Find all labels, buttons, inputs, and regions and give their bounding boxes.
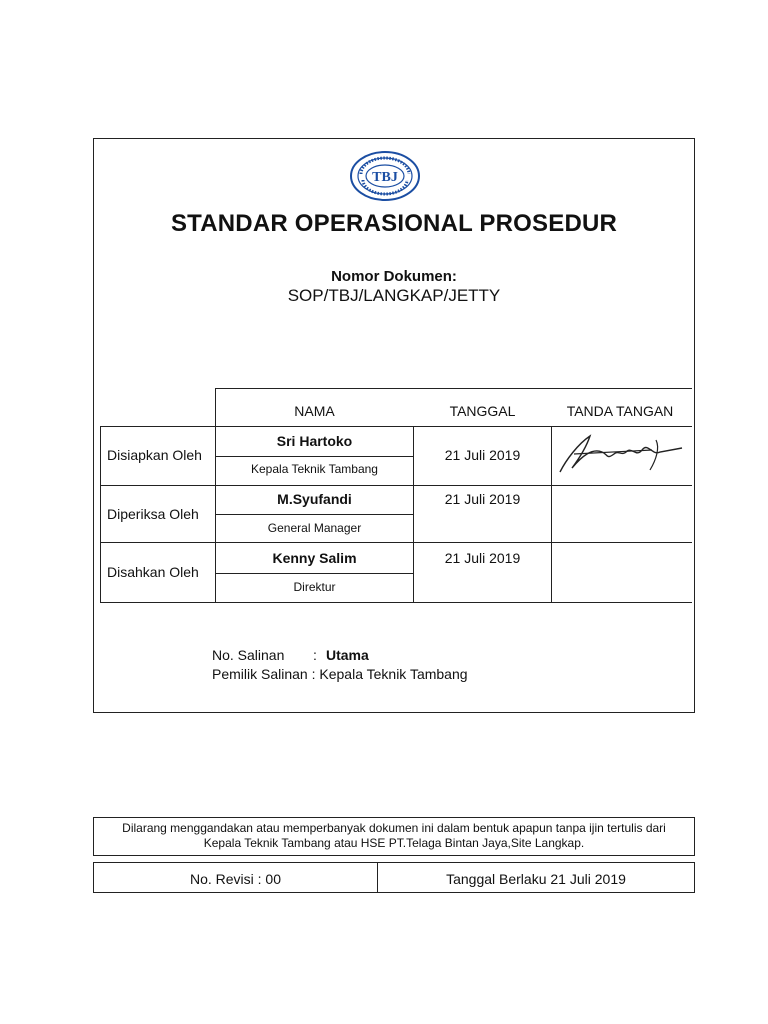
row-name: Sri Hartoko [276, 433, 353, 449]
row-role: Disahkan Oleh [107, 564, 199, 580]
revision-bar [93, 862, 695, 893]
notice-line-2: Kepala Teknik Tambang atau HSE PT.Telaga Bintan Jaya,Site Langkap. [203, 836, 585, 850]
row-name: Kenny Salim [272, 550, 357, 566]
row-date: 21 Juli 2019 [444, 447, 521, 463]
copy-number-value: Utama [326, 647, 369, 663]
row-position: Direktur [293, 580, 336, 594]
copy-owner-label: Pemilik Salinan : [212, 666, 320, 682]
signature-icon [556, 430, 686, 480]
copy-number-separator: : [313, 647, 317, 663]
copy-restriction-notice [93, 817, 695, 856]
document-number-label: Nomor Dokumen: [331, 268, 457, 285]
row-date: 21 Juli 2019 [444, 491, 521, 507]
row-position: Kepala Teknik Tambang [251, 462, 378, 476]
row-position: General Manager [267, 521, 362, 535]
copy-number-line [212, 647, 284, 663]
document-number: SOP/TBJ/LANGKAP/JETTY [287, 286, 501, 305]
row-name: M.Syufandi [277, 491, 352, 507]
row-date: 21 Juli 2019 [444, 550, 521, 566]
notice-line-1: Dilarang menggandakan atau memperbanyak dokumen ini dalam bentuk apapun tanpa ijin tertulis dari [122, 821, 666, 835]
page-title: STANDAR OPERASIONAL PROSEDUR [170, 210, 618, 237]
svg-text:TBJ: TBJ [372, 170, 398, 185]
company-logo [349, 150, 421, 202]
copy-owner-value: Kepala Teknik Tambang [319, 666, 468, 682]
header-signature: TANDA TANGAN [566, 403, 674, 419]
row-role: Diperiksa Oleh [107, 506, 199, 522]
header-date: TANGGAL [449, 403, 516, 419]
copy-owner-line [212, 666, 468, 682]
tbj-logo-icon [349, 150, 421, 202]
header-name: NAMA [294, 403, 335, 419]
copy-number-label: No. Salinan [212, 647, 285, 663]
effective-date: Tanggal Berlaku 21 Juli 2019 [446, 871, 626, 887]
row-role: Disiapkan Oleh [107, 447, 202, 463]
revision-number: No. Revisi : 00 [189, 871, 282, 887]
